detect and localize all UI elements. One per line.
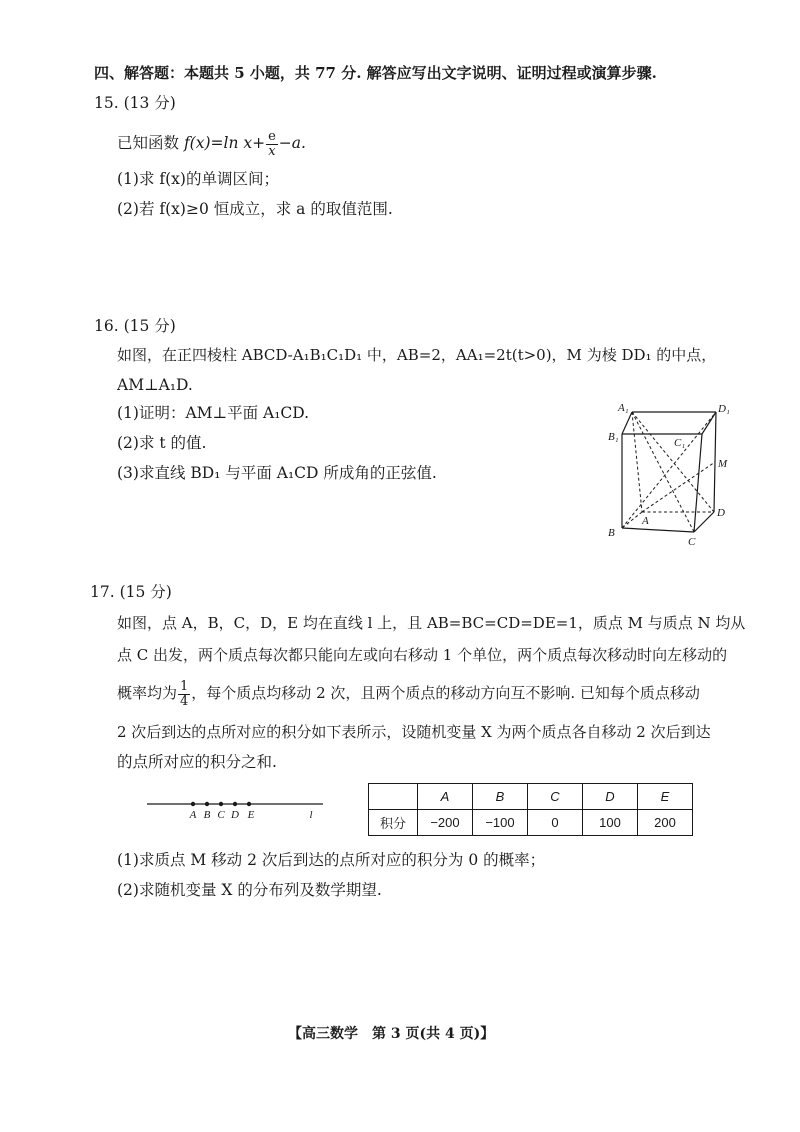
point-e-label: E [247, 809, 255, 821]
q15-fraction [266, 130, 278, 158]
point-a-label: A [189, 809, 197, 821]
score-table [368, 783, 693, 836]
dot-a [191, 802, 195, 806]
line-label: l [309, 809, 313, 821]
dot-d [233, 802, 237, 806]
q17-frac-num: 1 [180, 679, 189, 694]
q17-line3 [117, 680, 700, 708]
q16-line1: 如图，在正四棱柱 ABCD-A₁B₁C₁D₁ 中，AB=2，AA₁=2t(t>0)，M 为棱 DD₁ 的中点， [117, 346, 717, 364]
q17-line2: 点 C 出发，两个质点每次都只能向左或向右移动 1 个单位，两个质点每次移动时向左移动的 [117, 646, 728, 664]
table-header-cell: A [418, 784, 473, 810]
q17-line3-prefix: 概率均为 [117, 684, 178, 703]
q16-part1: (1)证明：AM⊥平面 A₁CD. [117, 404, 310, 422]
q16-line2: AM⊥A₁D. [117, 376, 193, 394]
q15-frac-den: x [268, 143, 276, 159]
table-cell: −200 [418, 810, 473, 836]
number-line [145, 796, 325, 826]
diag-b-d1 [622, 412, 716, 528]
table-row [369, 810, 693, 836]
point-c-label: C [217, 809, 225, 821]
edge-b-c [622, 528, 694, 532]
q16-part3: (3)求直线 BD₁ 与平面 A₁CD 所成角的正弦值. [117, 464, 437, 482]
label-a1: A₁ [618, 402, 629, 414]
q17-fraction [178, 680, 190, 708]
dot-c [219, 802, 223, 806]
q15-part2: (2)若 f(x)≥0 恒成立，求 a 的取值范围. [117, 200, 393, 218]
edge-a-b-hidden [622, 512, 642, 528]
q17-line1: 如图，点 A，B，C，D，E 均在直线 l 上，且 AB=BC=CD=DE=1，质点 M 与质点 N 均从 [117, 614, 746, 632]
q17-line3-suffix: ，每个质点均移动 2 次，且两个质点的移动方向互不影响. 已知每个质点移动 [191, 684, 700, 703]
q15-stem-suffix: −a. [278, 134, 306, 153]
edge-c-d [694, 512, 714, 532]
q17-line5: 的点所对应的积分之和. [117, 753, 277, 771]
point-d-label: D [231, 809, 239, 821]
q17-part2: (2)求随机变量 X 的分布列及数学期望. [117, 881, 382, 899]
dot-b [205, 802, 209, 806]
q17-part1: (1)求质点 M 移动 2 次后到达的点所对应的积分为 0 的概率； [117, 851, 546, 869]
q17-line4: 2 次后到达的点所对应的积分如下表所示，设随机变量 X 为两个质点各自移动 2 次后到达 [117, 723, 711, 741]
q15-stem-prefix: 已知函数 [117, 134, 184, 153]
section-title: 四、解答题：本题共 5 小题，共 77 分. 解答应写出文字说明、证明过程或演算步骤. [94, 64, 657, 82]
table-row-label: 积分 [369, 810, 418, 836]
edge-c1-c [694, 434, 702, 532]
q15-part1: (1)求 f(x)的单调区间； [117, 170, 279, 188]
q16-part2: (2)求 t 的值. [117, 434, 207, 452]
q15-stem-lhs: f(x)=ln x+ [183, 134, 266, 153]
page-footer: 【高三数学 第 3 页(共 4 页)】 [288, 1026, 495, 1042]
point-b-label: B [203, 809, 211, 821]
label-d: D [717, 507, 725, 519]
table-cell: 100 [583, 810, 638, 836]
q15-stem [117, 130, 306, 158]
label-m: M [718, 458, 728, 470]
label-b: B [608, 527, 615, 539]
table-header-cell: E [638, 784, 693, 810]
label-b1: B₁ [608, 431, 619, 443]
edge-a1-b1 [622, 412, 632, 434]
label-a: A [642, 515, 649, 527]
diag-a1-c [632, 412, 694, 532]
q16-header: 16. (15 分) [94, 317, 176, 335]
seg-a-m [642, 462, 715, 512]
table-cell: 0 [528, 810, 583, 836]
prism-figure [608, 400, 744, 548]
table-header-cell: B [473, 784, 528, 810]
table-header-cell: D [583, 784, 638, 810]
table-header-row [369, 784, 693, 810]
table-cell: −100 [473, 810, 528, 836]
table-header-cell: C [528, 784, 583, 810]
label-d1: D₁ [718, 403, 730, 415]
edge-a1-a-hidden [632, 412, 642, 512]
q15-frac-num: e [268, 129, 276, 144]
label-c1: C₁ [674, 437, 686, 449]
q17-header: 17. (15 分) [90, 583, 172, 601]
table-corner-cell [369, 784, 418, 810]
q17-frac-den: 4 [180, 693, 189, 709]
q15-header: 15. (13 分) [94, 94, 176, 112]
table-cell: 200 [638, 810, 693, 836]
diag-a1-d [632, 412, 714, 512]
dot-e [247, 802, 251, 806]
label-c: C [688, 536, 696, 548]
